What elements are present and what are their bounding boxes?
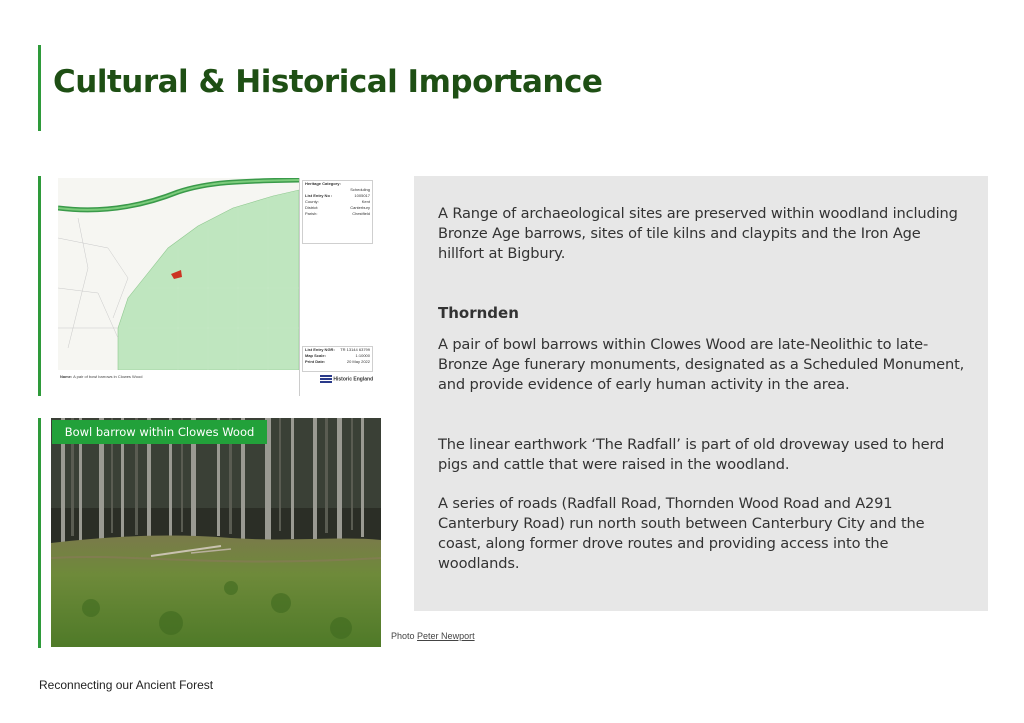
list-entry-label: List Entry No :	[305, 193, 333, 198]
page-title: Cultural & Historical Importance	[53, 64, 603, 100]
county-value: Kent	[361, 199, 370, 204]
historic-england-icon	[320, 375, 332, 383]
bowl-barrow-photo	[51, 418, 381, 647]
heritage-category-label: Heritage Category:	[305, 181, 341, 186]
map-caption-label: Name:	[60, 374, 73, 379]
photo-accent-bar	[38, 418, 41, 648]
historic-england-text: Historic England	[333, 376, 374, 383]
historic-england-logo	[320, 375, 373, 383]
map-caption	[60, 374, 142, 379]
photo-credit	[391, 631, 475, 641]
heritage-map	[58, 178, 374, 396]
radfall-paragraph: The linear earthwork ‘The Radfall’ is part of old droveway used to herd pigs and cattle that were raised in the woodland.	[438, 436, 945, 473]
heritage-category-value: Scheduling	[350, 187, 370, 192]
forest-photo-image	[51, 418, 381, 647]
ngr-label: List Entry NGR:	[305, 347, 335, 352]
photo-label: Bowl barrow within Clowes Wood	[52, 420, 267, 444]
thornden-heading: Thornden	[438, 304, 519, 322]
photo-credit-prefix: Photo	[391, 631, 415, 641]
district-label: District:	[305, 205, 319, 210]
parish-value: Chestfield	[352, 211, 370, 216]
intro-paragraph: A Range of archaeological sites are preserved within woodland including Bronze Age barrows, sites of tile kilns and claypits and the Iron Age hillfort at Bigbury.	[438, 205, 958, 262]
map-image	[58, 178, 299, 370]
description-panel	[414, 176, 988, 611]
print-date-value: 20 May 2022	[346, 359, 370, 364]
map-info-box	[302, 180, 373, 244]
photo-credit-link[interactable]: Peter Newport	[417, 631, 475, 641]
barrows-paragraph: A pair of bowl barrows within Clowes Wood are late-Neolithic to late-Bronze Age funerary monuments, designated as a Scheduled Monument, and provide evidence of early human activity in the area.	[438, 336, 965, 393]
footer-text: Reconnecting our Ancient Forest	[39, 678, 214, 692]
ngr-value: TR 13144 63799	[340, 347, 370, 352]
map-info-panel	[299, 178, 375, 396]
title-accent-bar	[38, 45, 41, 131]
roads-paragraph: A series of roads (Radfall Road, Thornden Wood Road and A291 Canterbury Road) run north south between Canterbury City and the coast, along former drove routes and providing access into the woodlands.	[438, 495, 925, 572]
map-print-box	[302, 346, 373, 372]
scale-value: 1:10000	[355, 353, 370, 358]
parish-label: Parish:	[305, 211, 318, 216]
print-date-label: Print Date:	[305, 359, 326, 364]
county-label: County:	[305, 199, 319, 204]
district-value: Canterbury	[350, 205, 370, 210]
map-accent-bar	[38, 176, 41, 396]
list-entry-value: 1005017	[354, 193, 370, 198]
scale-label: Map Scale:	[305, 353, 326, 358]
map-caption-value: A pair of bowl barrows in Clowes Wood	[73, 374, 143, 379]
